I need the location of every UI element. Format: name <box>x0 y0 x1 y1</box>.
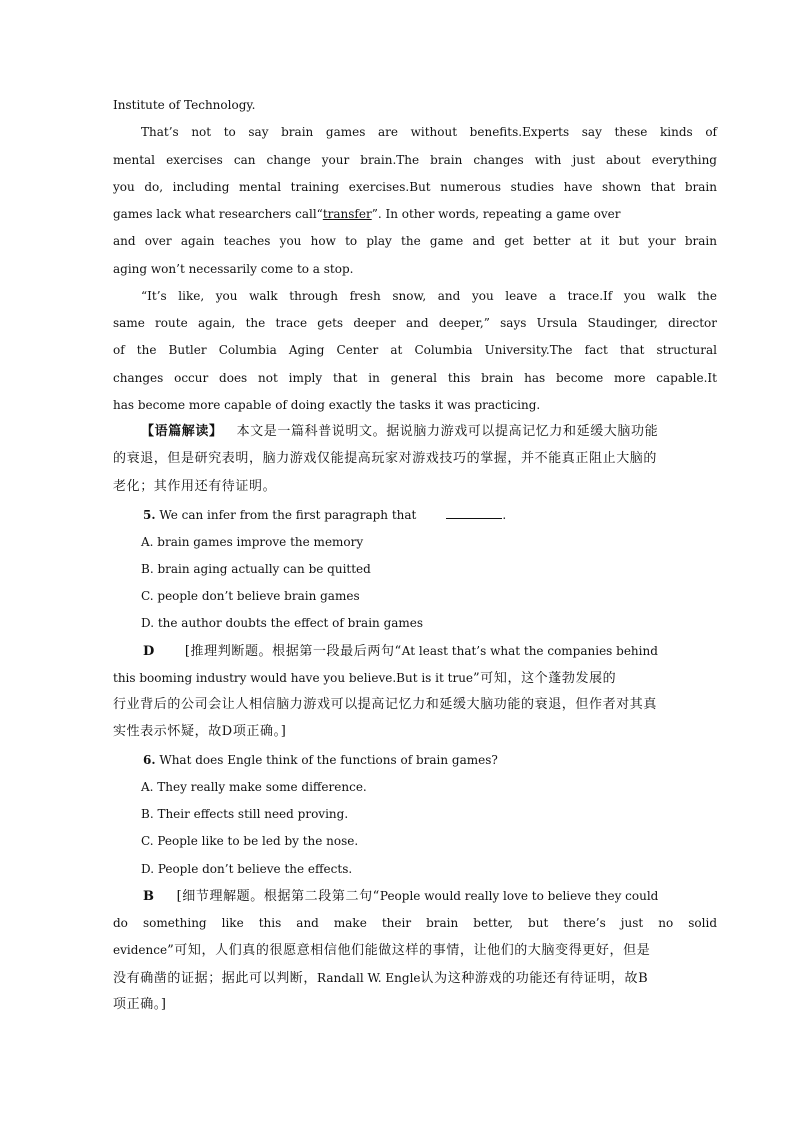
passage-line: That’s not to say brain games are without benefits.Experts say these kinds of <box>141 125 717 139</box>
explanation-text: ”可知，人们真的很愿意相信他们能做这样的事情，让他们的大脑变得更好，但是 <box>167 943 651 958</box>
option-c: C. People like to be led by the nose. <box>141 834 359 848</box>
option-c: C. people don’t believe brain games <box>141 589 360 603</box>
passage-line: mental exercises can change your brain.The brain changes with just about everything <box>113 153 717 167</box>
option-d: D. People don’t believe the effects. <box>141 862 353 876</box>
passage-line: of the Butler Columbia Aging Center at Columbia University.The fact that structural <box>113 343 717 357</box>
explanation-line <box>143 887 717 906</box>
explanation-text: [推理判断题。根据第一段最后两句“ <box>184 644 402 659</box>
analysis-text: 本文是一篇科普说明文。据说脑力游戏可以提高记忆力和延缓大脑功能 <box>236 424 659 439</box>
option-a: A. brain games improve the memory <box>141 535 364 549</box>
answer-letter: D <box>143 644 155 659</box>
answer-blank <box>446 508 502 519</box>
passage-line: “It’s like, you walk through fresh snow, and you leave a trace.If you walk the <box>141 289 717 303</box>
explanation-line <box>143 642 717 661</box>
option-b: B. Their effects still need proving. <box>141 807 349 821</box>
option-b: B. brain aging actually can be quitted <box>141 562 371 576</box>
question-stem <box>143 506 717 524</box>
passage-line: aging won’t necessarily come to a stop. <box>113 262 354 276</box>
option-d: D. the author doubts the effect of brain games <box>141 616 424 630</box>
explanation-quote: People would really love to believe they could <box>379 889 659 903</box>
passage-text: ”. In other words, repeating a game over <box>371 207 621 221</box>
explanation-text: [细节理解题。根据第二段第二句“ <box>176 889 380 904</box>
question-text: We can infer from the first paragraph that <box>159 508 417 522</box>
passage-line: same route again, the trace gets deeper and deeper,” says Ursula Staudinger, director <box>113 316 717 330</box>
passage-line: has become more capable of doing exactly the tasks it was practicing. <box>113 398 541 412</box>
explanation-line <box>113 969 717 988</box>
explanation-line: 行业背后的公司会让人相信脑力游戏可以提高记忆力和延缓大脑功能的衰退，但作者对其真 <box>113 697 658 712</box>
question-stem <box>143 751 717 769</box>
analysis-label: 【语篇解读】 <box>141 424 223 439</box>
explanation-quote: this booming industry would have you believe.But is it true <box>113 671 474 685</box>
explanation-line <box>113 669 717 688</box>
explanation-line: 实性表示怀疑，故D项正确。] <box>113 724 287 739</box>
explanation-line: 项正确。] <box>113 997 167 1012</box>
explanation-line: do something like this and make their brain better, but there’s just no solid <box>113 916 717 930</box>
question-text-end: . <box>502 508 507 522</box>
passage-text: games lack what researchers call“ <box>113 207 323 221</box>
analysis-line: 老化；其作用还有待证明。 <box>113 479 277 494</box>
explanation-text: 认为这种游戏的功能还有待证明，故B <box>420 971 649 986</box>
question-number: 6. <box>143 753 156 767</box>
underlined-term: transfer <box>322 207 372 221</box>
passage-line: you do, including mental training exercises.But numerous studies have shown that brain <box>113 180 717 194</box>
explanation-text: 没有确凿的证据；据此可以判断， <box>113 971 318 986</box>
passage-line: and over again teaches you how to play the game and get better at it but your brain <box>113 234 717 248</box>
passage-line: Institute of Technology. <box>113 98 256 112</box>
analysis-line: 的衰退，但是研究表明，脑力游戏仅能提高玩家对游戏技巧的掌握，并不能真正阻止大脑的 <box>113 451 658 466</box>
explanation-quote: At least that’s what the companies behind <box>401 644 658 658</box>
answer-letter: B <box>143 889 155 904</box>
option-a: A. They really make some difference. <box>141 780 367 794</box>
explanation-name: Randall W. Engle <box>317 971 421 985</box>
explanation-text: ”可知，这个蓬勃发展的 <box>473 671 617 686</box>
explanation-quote: evidence <box>113 943 168 957</box>
passage-line <box>113 205 717 223</box>
explanation-line <box>113 941 717 960</box>
question-number: 5. <box>143 508 156 522</box>
analysis-line <box>141 423 745 441</box>
question-text: What does Engle think of the functions of brain games? <box>159 753 498 767</box>
passage-line: changes occur does not imply that in general this brain has become more capable.It <box>113 371 717 385</box>
